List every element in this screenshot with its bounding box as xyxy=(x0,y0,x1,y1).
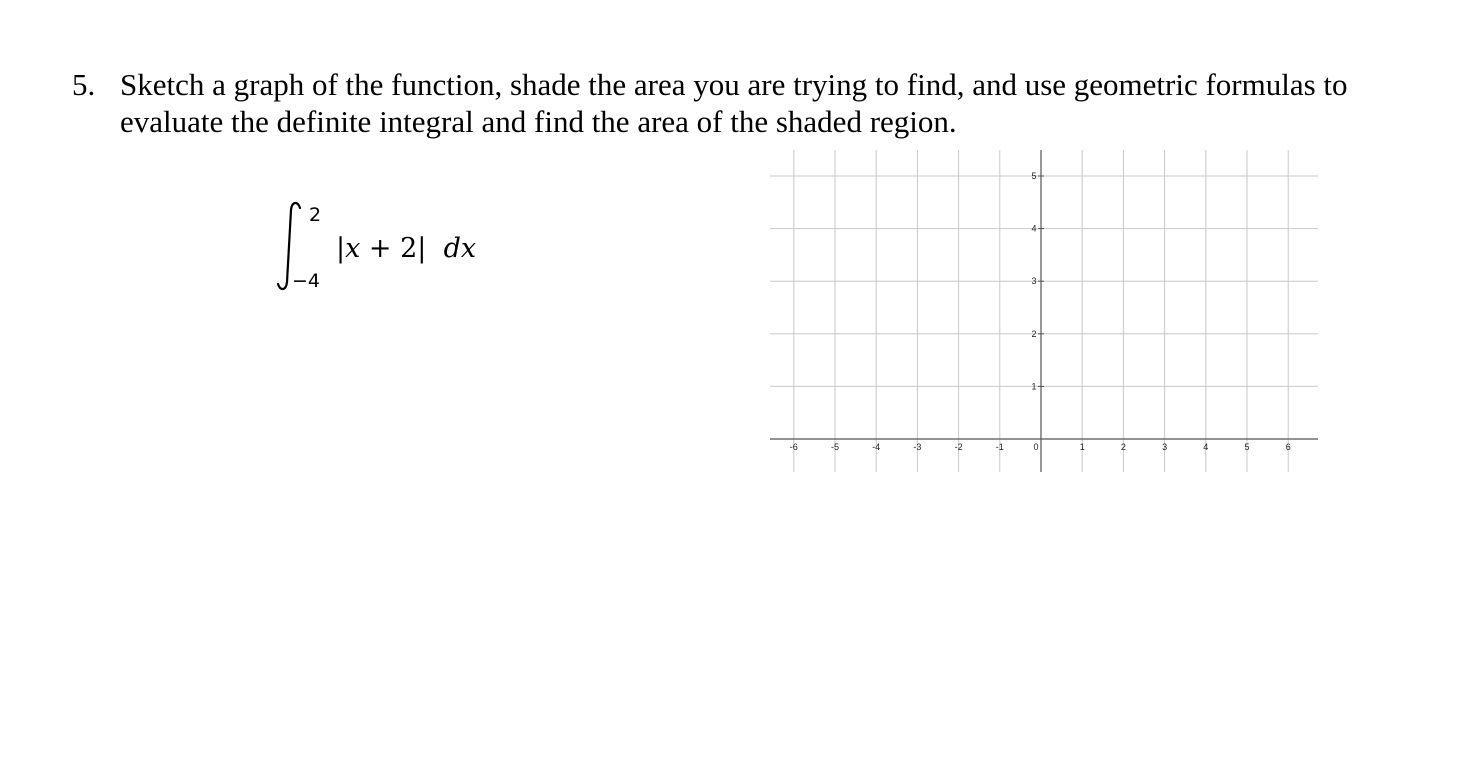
coordinate-grid[interactable] xyxy=(770,150,1320,485)
x-tick-label: 1 xyxy=(1079,442,1085,452)
x-tick-label: -1 xyxy=(995,442,1004,452)
x-tick-label: -5 xyxy=(830,442,840,452)
definite-integral xyxy=(276,200,506,300)
integrand-variable: x xyxy=(345,233,361,264)
x-tick-label: -6 xyxy=(789,442,798,452)
problem-instructions: Sketch a graph of the function, shade the area you are trying to find, and use geometric formulas to evaluate the definite integral and find the area of the shaded region. xyxy=(120,67,1348,139)
x-tick-label: 2 xyxy=(1120,442,1126,452)
grid-canvas[interactable] xyxy=(770,150,1320,480)
x-tick-label: -4 xyxy=(872,442,881,452)
integrand-open-bar: | xyxy=(336,233,346,264)
integrand-rest: + 2| xyxy=(360,233,427,264)
y-tick-label: 1 xyxy=(1031,381,1037,392)
differential: dx xyxy=(443,233,477,264)
x-tick-label: 3 xyxy=(1162,442,1168,452)
upper-limit: 2 xyxy=(309,204,322,226)
y-tick-label: 4 xyxy=(1031,223,1037,234)
integrand xyxy=(336,233,476,264)
problem-number: 5. xyxy=(72,67,96,102)
x-tick-label: -2 xyxy=(954,442,963,452)
x-tick-label: 0 xyxy=(1033,442,1039,452)
lower-limit: −4 xyxy=(292,270,321,292)
y-tick-label: 2 xyxy=(1031,328,1037,339)
x-tick-label: 4 xyxy=(1203,442,1209,452)
x-tick-label: 6 xyxy=(1285,442,1291,452)
y-tick-label: 5 xyxy=(1031,171,1037,181)
x-tick-label: -3 xyxy=(913,442,922,452)
x-tick-label: 5 xyxy=(1244,442,1250,452)
y-tick-label: 3 xyxy=(1031,276,1037,287)
